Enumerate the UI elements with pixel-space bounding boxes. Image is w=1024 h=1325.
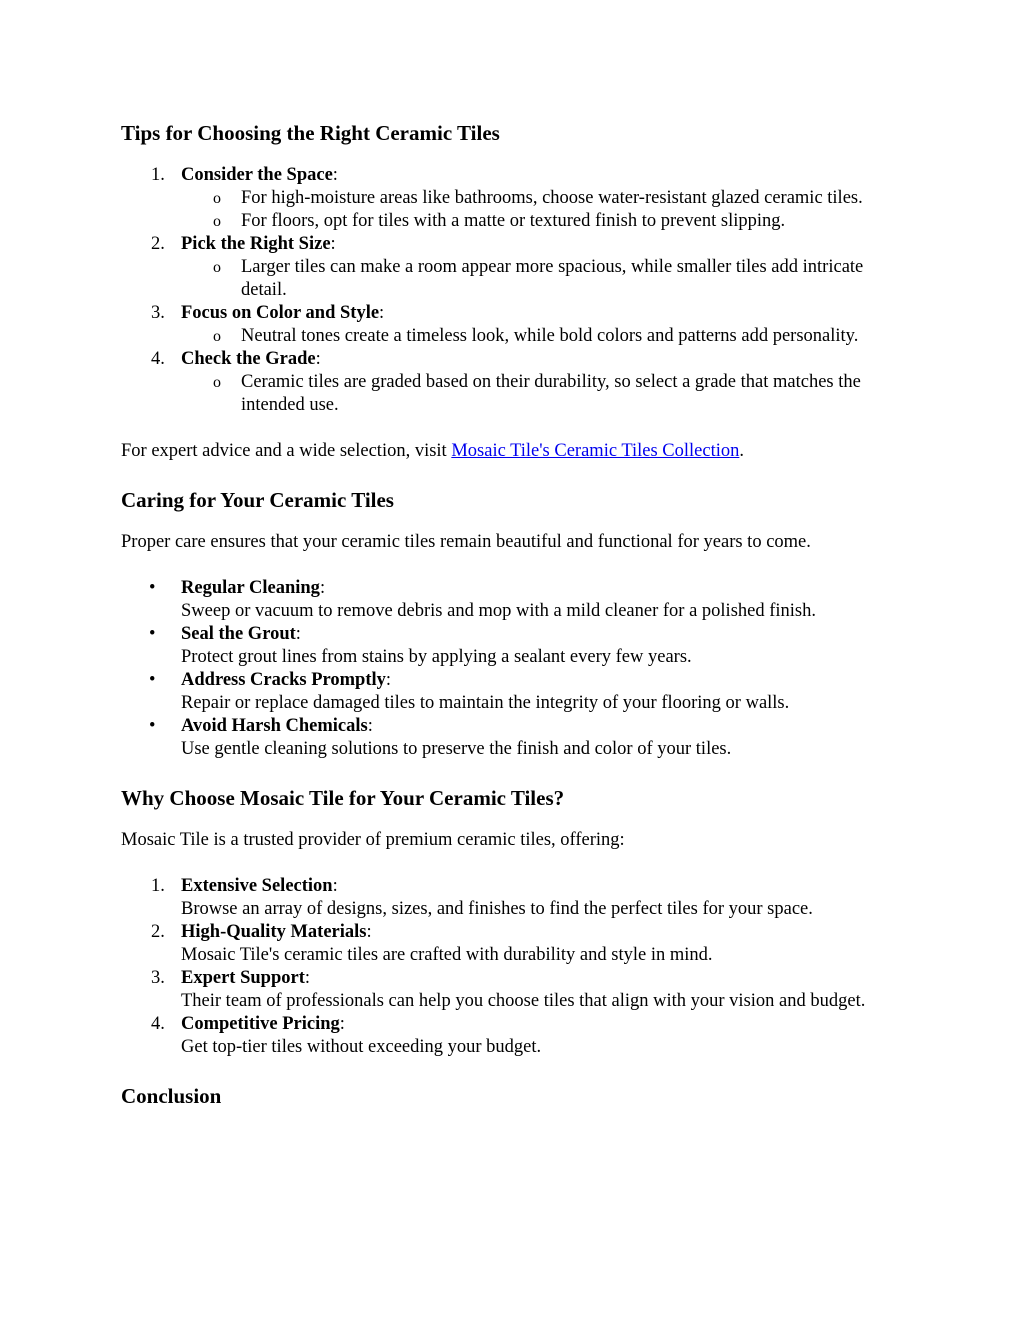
sub-bullet-icon: o [213, 328, 221, 345]
bullet-icon: • [149, 624, 156, 644]
caring-heading: Caring for Your Ceramic Tiles [121, 488, 394, 512]
list-item [121, 577, 901, 623]
list-item-title: Check the Grade [181, 349, 316, 369]
bullet-icon: • [149, 670, 156, 690]
colon: : [339, 1014, 345, 1034]
advice-suffix: . [739, 441, 744, 461]
sub-list-item [181, 371, 901, 417]
colon: : [304, 968, 311, 988]
list-number: 3. [151, 303, 165, 323]
advice-text: For expert advice and a wide selection, visit [121, 441, 452, 461]
colon: : [379, 303, 385, 323]
sub-list [181, 256, 901, 302]
sub-bullet-icon: o [213, 190, 221, 207]
colon: : [332, 876, 338, 896]
bullet-icon: • [149, 716, 156, 736]
list-item-title: Address Cracks Promptly [181, 670, 386, 690]
colon: : [319, 578, 326, 598]
list-item [121, 967, 901, 1013]
list-item [121, 302, 901, 348]
document-page [121, 119, 901, 1110]
sub-bullet-icon: o [213, 259, 221, 276]
conclusion-heading: Conclusion [121, 1084, 222, 1108]
list-item-title: Extensive Selection [181, 876, 333, 896]
list-item [121, 875, 901, 921]
list-item-text: Get top-tier tiles without exceeding your budget. [181, 1037, 542, 1057]
list-number: 3. [151, 968, 165, 988]
list-item-title: High-Quality Materials [181, 922, 367, 942]
list-item [121, 164, 901, 233]
list-item-title: Pick the Right Size [181, 234, 331, 254]
list-item-text: Browse an array of designs, sizes, and finishes to find the perfect tiles for your space. [181, 899, 813, 919]
list-item-title: Regular Cleaning [181, 578, 320, 598]
list-item-title: Expert Support [181, 968, 305, 988]
sub-bullet-icon: o [213, 374, 221, 391]
sub-list [181, 325, 901, 348]
list-item-title: Avoid Harsh Chemicals [181, 716, 368, 736]
list-item [121, 1013, 901, 1059]
colon: : [385, 670, 392, 690]
list-item-title: Consider the Space [181, 165, 333, 185]
list-number: 1. [151, 165, 165, 185]
sub-item-text: Larger tiles can make a room appear more spacious, while smaller tiles add intricate detail. [241, 257, 864, 300]
why-heading: Why Choose Mosaic Tile for Your Ceramic Tiles? [121, 786, 565, 810]
sub-list-item [181, 210, 901, 233]
list-item-text: Mosaic Tile's ceramic tiles are crafted with durability and style in mind. [181, 945, 713, 965]
sub-list [181, 187, 901, 233]
list-number: 2. [151, 922, 165, 942]
sub-list-item [181, 256, 901, 302]
why-intro: Mosaic Tile is a trusted provider of premium ceramic tiles, offering: [121, 830, 625, 850]
list-number: 1. [151, 876, 165, 896]
colon: : [332, 165, 338, 185]
list-number: 4. [151, 1014, 165, 1034]
list-item [121, 623, 901, 669]
caring-list [121, 577, 901, 761]
list-item [121, 669, 901, 715]
collection-link[interactable]: Mosaic Tile's Ceramic Tiles Collection [451, 441, 740, 461]
sub-item-text: For high-moisture areas like bathrooms, choose water-resistant glazed ceramic tiles. [241, 188, 863, 208]
list-item-title: Competitive Pricing [181, 1014, 340, 1034]
tips-heading: Tips for Choosing the Right Ceramic Tiles [121, 121, 500, 145]
sub-list [181, 371, 901, 417]
why-list [121, 875, 901, 1059]
list-item-text: Use gentle cleaning solutions to preserve the finish and color of your tiles. [181, 739, 732, 759]
list-item-title: Seal the Grout [181, 624, 296, 644]
sub-bullet-icon: o [213, 213, 221, 230]
tips-list [121, 164, 901, 417]
list-item-title: Focus on Color and Style [181, 303, 380, 323]
list-item [121, 233, 901, 302]
advice-paragraph [121, 440, 901, 463]
sub-item-text: Ceramic tiles are graded based on their durability, so select a grade that matches the intended use. [241, 372, 861, 415]
bullet-icon: • [149, 578, 156, 598]
caring-intro: Proper care ensures that your ceramic tiles remain beautiful and functional for years to come. [121, 532, 811, 552]
list-item-text: Their team of professionals can help you choose tiles that align with your vision and budget. [181, 991, 866, 1011]
list-item [121, 715, 901, 761]
list-item [121, 348, 901, 417]
colon: : [295, 624, 301, 644]
list-item-text: Protect grout lines from stains by applying a sealant every few years. [181, 647, 692, 667]
colon: : [330, 234, 336, 254]
sub-list-item [181, 325, 901, 348]
colon: : [315, 349, 321, 369]
colon: : [367, 716, 373, 736]
list-item [121, 921, 901, 967]
colon: : [366, 922, 372, 942]
sub-list-item [181, 187, 901, 210]
sub-item-text: For floors, opt for tiles with a matte or textured finish to prevent slipping. [241, 211, 786, 231]
list-number: 2. [151, 234, 165, 254]
list-item-text: Sweep or vacuum to remove debris and mop with a mild cleaner for a polished finish. [181, 601, 816, 621]
list-number: 4. [151, 349, 165, 369]
list-item-text: Repair or replace damaged tiles to maintain the integrity of your flooring or walls. [181, 693, 790, 713]
sub-item-text: Neutral tones create a timeless look, while bold colors and patterns add personality. [241, 326, 859, 346]
